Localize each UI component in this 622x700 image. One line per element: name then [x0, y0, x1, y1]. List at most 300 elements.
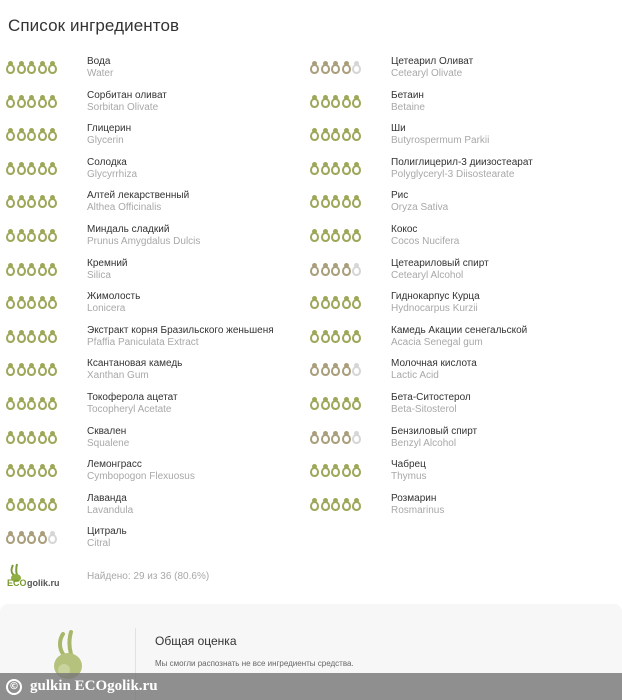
- safety-rating: [310, 94, 363, 108]
- drop-filled-icon: [38, 61, 47, 74]
- ingredient-row[interactable]: [6, 188, 306, 222]
- ingredient-names: [391, 358, 477, 382]
- ingredient-name-latin: Sorbitan Olivate: [87, 101, 159, 113]
- drop-filled-icon: [321, 296, 330, 309]
- ingredient-name-latin: Cetearyl Alcohol: [391, 269, 464, 281]
- safety-rating: [6, 295, 59, 309]
- drop-filled-icon: [321, 95, 330, 108]
- drop-filled-icon: [48, 162, 57, 175]
- drop-filled-icon: [17, 263, 26, 276]
- ingredient-row[interactable]: [6, 54, 306, 88]
- ingredient-name-ru[interactable]: Вода: [87, 56, 111, 67]
- ingredient-names: [391, 190, 448, 214]
- ingredient-name-latin: Betaine: [391, 101, 425, 113]
- ingredient-names: [391, 224, 459, 248]
- safety-rating: [6, 530, 59, 544]
- drop-filled-icon: [310, 229, 319, 242]
- ingredient-name-latin: Acacia Senegal gum: [391, 336, 483, 348]
- watermark-bar: [0, 673, 622, 700]
- drop-filled-icon: [352, 128, 361, 141]
- safety-rating: [310, 262, 363, 276]
- ingredient-names: [391, 123, 489, 147]
- drop-filled-icon: [17, 464, 26, 477]
- drop-filled-icon: [342, 296, 351, 309]
- drop-filled-icon: [48, 397, 57, 410]
- ingredient-name-latin: Tocopheryl Acetate: [87, 403, 172, 415]
- drop-filled-icon: [352, 397, 361, 410]
- safety-rating: [310, 362, 363, 376]
- drop-filled-icon: [48, 195, 57, 208]
- ingredient-name-ru[interactable]: Бетаин: [391, 89, 424, 101]
- safety-rating: [310, 463, 363, 477]
- drop-filled-icon: [342, 464, 351, 477]
- drop-filled-icon: [342, 195, 351, 208]
- drop-filled-icon: [38, 95, 47, 108]
- safety-rating: [6, 94, 59, 108]
- ingredient-name-ru[interactable]: Розмарин: [391, 492, 437, 504]
- drop-filled-icon: [48, 431, 57, 444]
- ingredient-names: [87, 392, 178, 416]
- ingredient-row[interactable]: [6, 356, 306, 390]
- ingredient-name-latin: Rosmarinus: [391, 504, 445, 516]
- ingredient-name-ru[interactable]: Солодка: [87, 156, 127, 168]
- safety-rating: [310, 228, 363, 242]
- drop-filled-icon: [38, 263, 47, 276]
- drop-filled-icon: [38, 498, 47, 511]
- ingredient-row[interactable]: [310, 289, 610, 323]
- drop-filled-icon: [48, 498, 57, 511]
- ingredient-name-ru[interactable]: Кремний: [87, 257, 128, 269]
- ingredient-name-latin: Cocos Nucifera: [391, 235, 460, 247]
- drop-filled-icon: [17, 498, 26, 511]
- drop-filled-icon: [6, 162, 15, 175]
- drop-filled-icon: [352, 162, 361, 175]
- ingredient-name-ru[interactable]: Сорбитан оливат: [87, 89, 167, 101]
- ingredient-row[interactable]: [310, 54, 610, 88]
- ingredient-name-ru[interactable]: Глицерин: [87, 123, 132, 135]
- drop-filled-icon: [38, 431, 47, 444]
- safety-rating: [310, 194, 363, 208]
- drop-filled-icon: [331, 363, 340, 376]
- drop-filled-icon: [48, 464, 57, 477]
- ingredient-names: [87, 56, 113, 80]
- drop-filled-icon: [310, 431, 319, 444]
- ingredient-name-latin: Lactic Acid: [391, 370, 439, 382]
- overall-note: Мы смогли распознать не все ингредиенты средства.: [155, 659, 354, 668]
- drop-filled-icon: [310, 464, 319, 477]
- drop-filled-icon: [321, 195, 330, 208]
- ingredient-name-latin: Glycyrrhiza: [87, 168, 138, 180]
- drop-filled-icon: [331, 195, 340, 208]
- drop-filled-icon: [38, 229, 47, 242]
- drop-filled-icon: [17, 195, 26, 208]
- ingredient-name-latin: Lavandula: [87, 504, 134, 516]
- drop-filled-icon: [48, 363, 57, 376]
- ingredient-row[interactable]: [310, 323, 610, 357]
- ingredient-name-latin: Silica: [87, 269, 111, 281]
- safety-rating: [310, 396, 363, 410]
- ingredient-name-ru[interactable]: Алтей лекарственный: [87, 190, 190, 202]
- drop-filled-icon: [310, 162, 319, 175]
- ingredient-name-ru[interactable]: Камедь Акации сенегальской: [391, 324, 528, 336]
- ecogolik-logo: [6, 562, 76, 588]
- drop-filled-icon: [342, 263, 351, 276]
- ingredient-name-latin: Thymus: [391, 471, 427, 483]
- drop-filled-icon: [48, 296, 57, 309]
- ingredient-names: [87, 90, 167, 114]
- watermark-text: gulkin ECOgolik.ru: [30, 678, 158, 694]
- ingredient-names: [87, 224, 200, 248]
- safety-rating: [310, 497, 363, 511]
- drop-filled-icon: [310, 330, 319, 343]
- drop-filled-icon: [352, 330, 361, 343]
- drop-filled-icon: [321, 330, 330, 343]
- drop-filled-icon: [342, 128, 351, 141]
- ingredient-row[interactable]: [6, 491, 306, 525]
- drop-filled-icon: [48, 61, 57, 74]
- drop-filled-icon: [310, 397, 319, 410]
- drop-filled-icon: [331, 162, 340, 175]
- safety-rating: [6, 463, 59, 477]
- ingredient-row[interactable]: [6, 256, 306, 290]
- ingredient-name-ru[interactable]: Гиднокарпус Курца: [391, 291, 480, 303]
- drop-filled-icon: [48, 95, 57, 108]
- ingredient-name-ru[interactable]: Кокос: [391, 223, 418, 235]
- ingredient-name-latin: Polyglyceryl-3 Diisostearate: [391, 168, 515, 180]
- drop-filled-icon: [342, 498, 351, 511]
- ingredient-name-ru[interactable]: Цитраль: [87, 526, 127, 538]
- ingredient-names: [87, 190, 189, 214]
- drop-filled-icon: [342, 229, 351, 242]
- ingredient-list-right: [310, 54, 610, 524]
- drop-filled-icon: [331, 128, 340, 141]
- found-count: Найдено: 29 из 36 (80.6%): [87, 571, 210, 582]
- ingredient-name-latin: Xanthan Gum: [87, 370, 149, 382]
- drop-filled-icon: [331, 229, 340, 242]
- drop-filled-icon: [27, 531, 36, 544]
- safety-rating: [6, 497, 59, 511]
- ingredient-names: [391, 90, 425, 114]
- ingredient-name-ru[interactable]: Цетеариловый спирт: [391, 257, 489, 269]
- ingredient-row[interactable]: [310, 222, 610, 256]
- ingredient-names: [87, 493, 133, 517]
- drop-filled-icon: [38, 162, 47, 175]
- drop-filled-icon: [27, 195, 36, 208]
- ingredient-name-latin: Prunus Amygdalus Dulcis: [87, 235, 201, 247]
- ingredient-names: [391, 459, 427, 483]
- ingredient-name-latin: Cymbopogon Flexuosus: [87, 471, 195, 483]
- drop-filled-icon: [27, 464, 36, 477]
- ingredient-name-latin: Hydnocarpus Kurzii: [391, 303, 478, 315]
- ingredient-name-latin: Glycerin: [87, 135, 124, 147]
- svg-text:ECO: ECO: [7, 578, 27, 588]
- safety-rating: [6, 127, 59, 141]
- drop-filled-icon: [310, 498, 319, 511]
- safety-rating: [6, 262, 59, 276]
- ingredient-name-latin: Citral: [87, 538, 111, 550]
- ingredient-names: [391, 493, 444, 517]
- safety-rating: [6, 60, 59, 74]
- ingredient-name-latin: Pfaffia Paniculata Extract: [87, 336, 199, 348]
- drop-filled-icon: [310, 263, 319, 276]
- ingredient-names: [391, 426, 477, 450]
- drop-filled-icon: [6, 397, 15, 410]
- drop-filled-icon: [321, 363, 330, 376]
- ingredient-names: [391, 56, 473, 80]
- drop-filled-icon: [17, 61, 26, 74]
- safety-rating: [6, 396, 59, 410]
- drop-filled-icon: [352, 95, 361, 108]
- drop-filled-icon: [48, 128, 57, 141]
- ingredient-row[interactable]: [6, 222, 306, 256]
- drop-filled-icon: [321, 397, 330, 410]
- drop-filled-icon: [331, 330, 340, 343]
- drop-filled-icon: [27, 397, 36, 410]
- drop-filled-icon: [27, 162, 36, 175]
- ingredient-row[interactable]: [310, 188, 610, 222]
- drop-filled-icon: [6, 61, 15, 74]
- safety-rating: [310, 161, 363, 175]
- drop-filled-icon: [6, 296, 15, 309]
- ingredient-row[interactable]: [310, 256, 610, 290]
- ingredient-name-latin: Benzyl Alcohol: [391, 437, 457, 449]
- ingredient-names: [391, 392, 471, 416]
- drop-filled-icon: [17, 531, 26, 544]
- ingredient-name-ru[interactable]: Чабрец: [391, 459, 426, 471]
- safety-rating: [6, 362, 59, 376]
- safety-rating: [6, 194, 59, 208]
- ingredient-name-ru[interactable]: Лаванда: [87, 492, 127, 504]
- drop-filled-icon: [321, 498, 330, 511]
- drop-filled-icon: [352, 464, 361, 477]
- drop-filled-icon: [6, 263, 15, 276]
- drop-filled-icon: [48, 330, 57, 343]
- ingredient-row[interactable]: [310, 491, 610, 525]
- drop-filled-icon: [6, 95, 15, 108]
- drop-filled-icon: [17, 229, 26, 242]
- drop-filled-icon: [38, 330, 47, 343]
- drop-filled-icon: [321, 464, 330, 477]
- drop-filled-icon: [48, 229, 57, 242]
- drop-filled-icon: [331, 263, 340, 276]
- drop-filled-icon: [38, 363, 47, 376]
- safety-rating: [310, 329, 363, 343]
- drop-filled-icon: [38, 464, 47, 477]
- drop-filled-icon: [17, 296, 26, 309]
- drop-filled-icon: [331, 464, 340, 477]
- drop-filled-icon: [6, 128, 15, 141]
- ingredient-name-latin: Lonicera: [87, 303, 126, 315]
- copyright-icon: ©: [6, 679, 22, 695]
- safety-rating: [310, 430, 363, 444]
- ingredient-names: [87, 291, 140, 315]
- drop-filled-icon: [17, 95, 26, 108]
- drop-empty-icon: [48, 531, 57, 544]
- ingredient-name-ru[interactable]: Токоферола ацетат: [87, 391, 178, 403]
- drop-filled-icon: [331, 431, 340, 444]
- safety-rating: [6, 161, 59, 175]
- ingredient-row[interactable]: [6, 121, 306, 155]
- drop-empty-icon: [352, 61, 361, 74]
- drop-filled-icon: [321, 263, 330, 276]
- drop-filled-icon: [352, 498, 361, 511]
- ingredient-row[interactable]: [310, 356, 610, 390]
- drop-empty-icon: [352, 263, 361, 276]
- ingredient-names: [87, 258, 128, 282]
- ingredient-names: [87, 358, 182, 382]
- svg-text:golik.ru: golik.ru: [27, 578, 60, 588]
- drop-filled-icon: [6, 330, 15, 343]
- ingredient-name-ru[interactable]: Молочная кислота: [391, 358, 477, 370]
- ingredient-name-ru[interactable]: Лемонграсс: [87, 459, 142, 471]
- ingredient-names: [87, 526, 127, 550]
- ingredient-row[interactable]: [310, 424, 610, 458]
- drop-filled-icon: [321, 229, 330, 242]
- ingredient-names: [87, 157, 137, 181]
- ingredient-names: [391, 325, 527, 349]
- drop-filled-icon: [27, 296, 36, 309]
- drop-filled-icon: [6, 363, 15, 376]
- drop-filled-icon: [310, 296, 319, 309]
- ingredient-name-ru[interactable]: Рис: [391, 190, 409, 202]
- drop-filled-icon: [321, 61, 330, 74]
- drop-filled-icon: [48, 263, 57, 276]
- drop-filled-icon: [17, 330, 26, 343]
- safety-rating: [310, 60, 363, 74]
- drop-filled-icon: [17, 363, 26, 376]
- drop-filled-icon: [17, 162, 26, 175]
- drop-filled-icon: [331, 95, 340, 108]
- drop-filled-icon: [38, 296, 47, 309]
- drop-filled-icon: [310, 363, 319, 376]
- ingredient-row[interactable]: [310, 390, 610, 424]
- drop-filled-icon: [352, 195, 361, 208]
- ingredient-row[interactable]: [6, 323, 306, 357]
- drop-empty-icon: [352, 363, 361, 376]
- drop-filled-icon: [38, 531, 47, 544]
- safety-rating: [6, 228, 59, 242]
- ingredient-row[interactable]: [6, 524, 306, 558]
- ingredient-row[interactable]: [310, 88, 610, 122]
- ingredient-row[interactable]: [6, 390, 306, 424]
- drop-filled-icon: [38, 397, 47, 410]
- ingredient-name-latin: Althea Officinalis: [87, 202, 162, 214]
- ingredient-names: [87, 123, 131, 147]
- drop-filled-icon: [27, 363, 36, 376]
- drop-filled-icon: [310, 95, 319, 108]
- drop-filled-icon: [27, 128, 36, 141]
- ingredient-row[interactable]: [310, 457, 610, 491]
- drop-filled-icon: [321, 128, 330, 141]
- drop-filled-icon: [321, 431, 330, 444]
- ingredient-list-left: [6, 54, 306, 558]
- ingredient-names: [87, 426, 129, 450]
- ingredient-row[interactable]: [6, 155, 306, 189]
- drop-filled-icon: [342, 363, 351, 376]
- ingredient-row[interactable]: [6, 289, 306, 323]
- ingredient-name-ru[interactable]: Бета-Ситостерол: [391, 391, 471, 403]
- drop-filled-icon: [342, 397, 351, 410]
- ingredient-names: [87, 325, 274, 349]
- drop-filled-icon: [331, 61, 340, 74]
- drop-filled-icon: [342, 61, 351, 74]
- ingredient-name-latin: Beta-Sitosterol: [391, 403, 457, 415]
- found-summary: [6, 562, 306, 588]
- drop-filled-icon: [310, 128, 319, 141]
- drop-filled-icon: [331, 296, 340, 309]
- drop-filled-icon: [6, 229, 15, 242]
- drop-filled-icon: [321, 162, 330, 175]
- drop-filled-icon: [6, 498, 15, 511]
- drop-filled-icon: [17, 128, 26, 141]
- drop-filled-icon: [27, 431, 36, 444]
- ingredient-name-ru[interactable]: Сквален: [87, 425, 127, 437]
- drop-filled-icon: [17, 431, 26, 444]
- ingredient-name-ru[interactable]: Экстракт корня Бразильского женьшеня: [87, 324, 274, 336]
- safety-rating: [310, 127, 363, 141]
- ingredient-names: [391, 157, 533, 181]
- ingredient-names: [391, 258, 489, 282]
- drop-filled-icon: [342, 162, 351, 175]
- drop-filled-icon: [27, 498, 36, 511]
- drop-filled-icon: [6, 531, 15, 544]
- ingredient-name-latin: Oryza Sativa: [391, 202, 449, 214]
- drop-filled-icon: [342, 95, 351, 108]
- drop-filled-icon: [331, 397, 340, 410]
- drop-filled-icon: [310, 61, 319, 74]
- drop-filled-icon: [27, 61, 36, 74]
- ingredient-name-latin: Cetearyl Olivate: [391, 68, 463, 79]
- ingredient-row[interactable]: [6, 424, 306, 458]
- drop-filled-icon: [352, 229, 361, 242]
- ingredient-row[interactable]: [310, 155, 610, 189]
- ingredient-name-ru[interactable]: Жимолость: [87, 291, 141, 303]
- safety-rating: [310, 295, 363, 309]
- drop-filled-icon: [6, 195, 15, 208]
- drop-filled-icon: [342, 330, 351, 343]
- drop-filled-icon: [38, 195, 47, 208]
- ingredient-name-ru[interactable]: Цетеарил Оливат: [391, 56, 474, 67]
- drop-filled-icon: [27, 229, 36, 242]
- drop-filled-icon: [6, 464, 15, 477]
- drop-filled-icon: [27, 330, 36, 343]
- ingredient-name-ru[interactable]: Ксантановая камедь: [87, 358, 183, 370]
- drop-filled-icon: [342, 431, 351, 444]
- drop-filled-icon: [352, 296, 361, 309]
- drop-filled-icon: [27, 263, 36, 276]
- ingredient-name-ru[interactable]: Миндаль сладкий: [87, 223, 170, 235]
- ingredient-row[interactable]: [6, 457, 306, 491]
- ingredient-row[interactable]: [310, 121, 610, 155]
- safety-rating: [6, 329, 59, 343]
- ingredient-name-latin: Butyrospermum Parkii: [391, 135, 490, 147]
- drop-filled-icon: [310, 195, 319, 208]
- overall-title: Общая оценка: [155, 634, 237, 648]
- ingredient-name-ru[interactable]: Ши: [391, 123, 406, 135]
- page-title: Список ингредиентов: [8, 16, 180, 35]
- safety-rating: [6, 430, 59, 444]
- drop-filled-icon: [17, 397, 26, 410]
- drop-filled-icon: [27, 95, 36, 108]
- ingredient-name-ru[interactable]: Полиглицерил-3 диизостеарат: [391, 156, 533, 168]
- ingredient-row[interactable]: [6, 88, 306, 122]
- ingredient-names: [87, 459, 195, 483]
- drop-filled-icon: [6, 431, 15, 444]
- drop-filled-icon: [331, 498, 340, 511]
- ingredient-name-ru[interactable]: Бензиловый спирт: [391, 425, 478, 437]
- ingredient-name-latin: Water: [87, 68, 114, 79]
- ingredient-name-latin: Squalene: [87, 437, 130, 449]
